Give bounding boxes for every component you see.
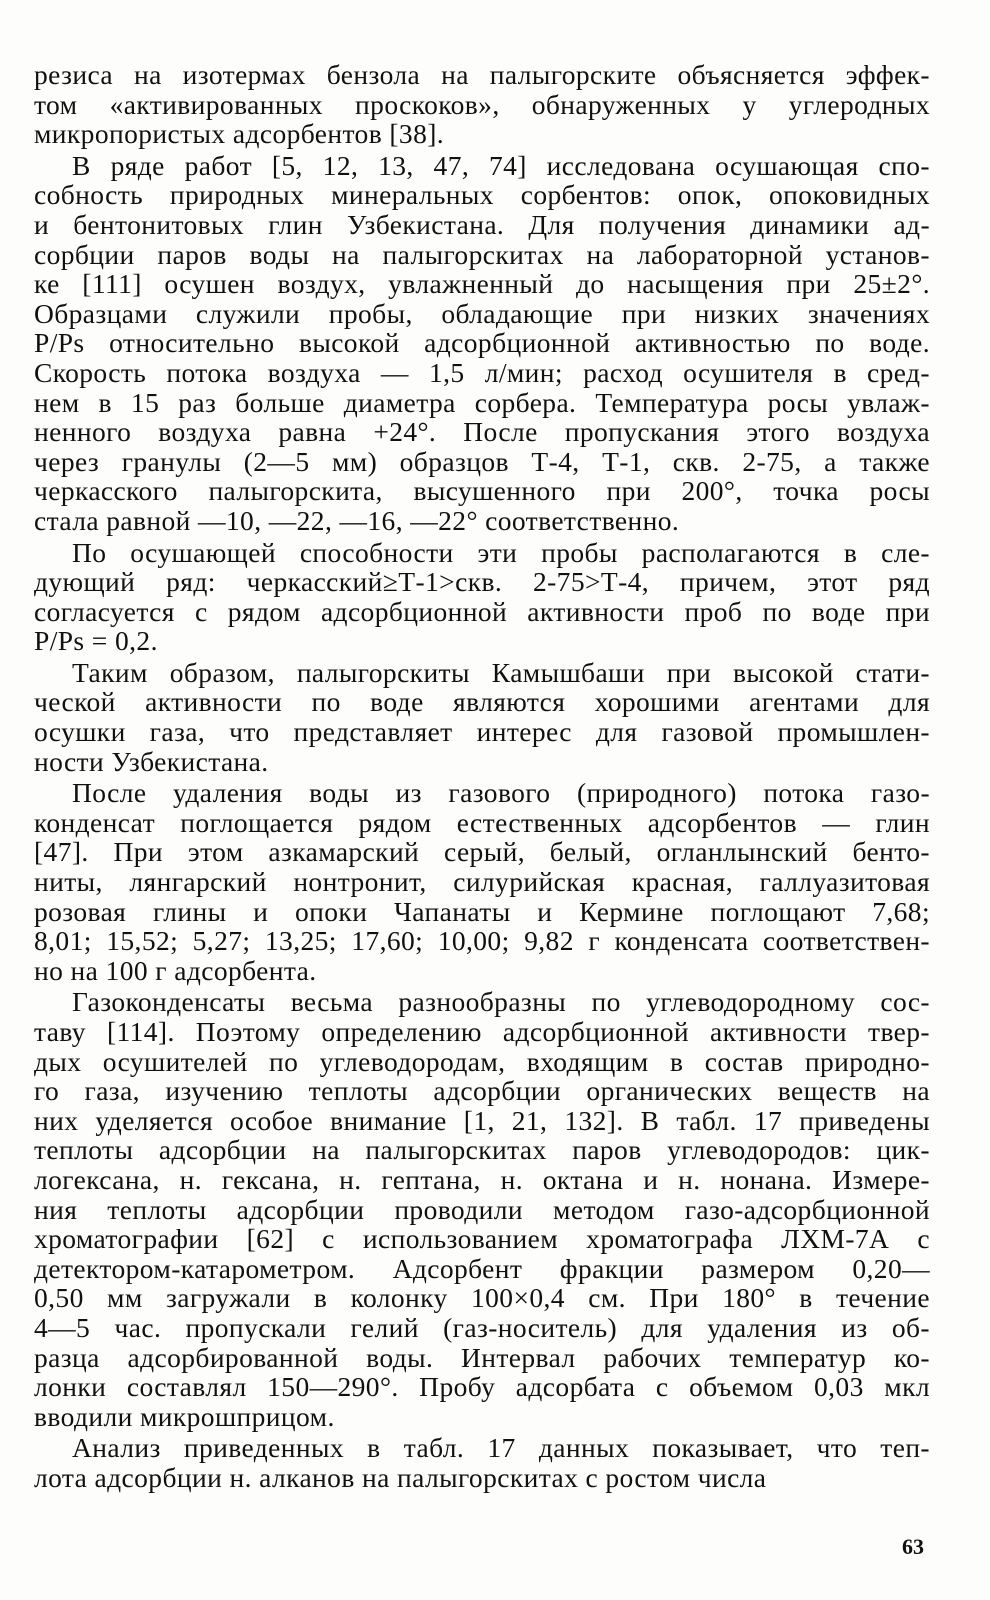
text-line: стала равной —10, —22, —16, —22° соответственно. — [34, 504, 680, 536]
text-line: детектором-катарометром. Адсорбент фракции размером 0,20— — [34, 1252, 930, 1284]
text-line: теплоты адсорбции на палыгорскитах паров углеводородов: цик- — [34, 1134, 930, 1166]
text-line: микропористых адсорбентов [38]. — [34, 118, 445, 150]
paragraph — [34, 778, 930, 985]
text-line: ниты, лянгарский нонтронит, силурийская красная, галлуазитовая — [34, 866, 930, 898]
text-line: розовая глины и опоки Чапанаты и Кермине поглощают 7,68; — [34, 895, 930, 927]
text-line: После удаления воды из газового (природного) потока газо- — [72, 777, 930, 809]
text-line: сорбции паров воды на палыгорскитах на лабораторной установ- — [34, 238, 930, 270]
text-line: По осушающей способности эти пробы располагаются в сле- — [72, 536, 930, 568]
text-line: них уделяется особое внимание [1, 21, 132]. В табл. 17 приведены — [34, 1104, 930, 1136]
paragraph — [34, 538, 930, 656]
text-line: логексана, н. гексана, н. гептана, н. октана и н. нонана. Измере- — [34, 1163, 930, 1195]
text-line: через гранулы (2—5 мм) образцов Т-4, Т-1, скв. 2-75, а также — [34, 445, 930, 477]
text-line: вводили микрошприцом. — [34, 1400, 335, 1432]
text-line: [47]. При этом азкамарский серый, белый, огланлынский бенто- — [34, 836, 930, 868]
text-line: таву [114]. Поэтому определению адсорбционной активности твер- — [34, 1016, 930, 1047]
text-line: собность природных минеральных сорбентов: опок, опоковидных — [34, 179, 930, 211]
text-line: черкасского палыгорскита, высушенного при 200°, точка росы — [34, 475, 930, 507]
text-line: P/Ps относительно высокой адсорбционной активностью по воде. — [34, 327, 930, 359]
text-line: согласуется с рядом адсорбционной активности проб по воде при — [34, 595, 930, 627]
text-line: Таким образом, палыгорскиты Камышбаши при высокой стати- — [72, 656, 930, 688]
page-body-text — [34, 60, 930, 1495]
text-line: том «активированных проскоков», обнаруженных у углеродных — [34, 88, 930, 120]
text-line: Скорость потока воздуха — 1,5 л/мин; расход осушителя в сред- — [34, 356, 930, 388]
text-line: Образцами служили пробы, обладающие при низких значениях — [34, 297, 930, 329]
text-line: В ряде работ [5, 12, 13, 47, 74] исследована осушающая спо- — [72, 149, 930, 181]
text-line: хроматографии [62] с использованием хроматографа ЛХМ-7А с — [34, 1223, 930, 1255]
paragraph — [34, 987, 930, 1431]
text-line: 0,50 мм загружали в колонку 100×0,4 см. При 180° в течение — [34, 1282, 930, 1314]
text-line: го газа, изучению теплоты адсорбции органических веществ на — [34, 1075, 930, 1107]
text-line: лота адсорбции н. алканов на палыгорскитах с ростом числа — [34, 1461, 767, 1493]
text-line: нем в 15 раз больше диаметра сорбера. Температура росы увлаж- — [34, 386, 930, 418]
text-line: резиса на изотермах бензола на палыгорските объясняется эффек- — [34, 59, 930, 90]
text-line: 8,01; 15,52; 5,27; 13,25; 17,60; 10,00; 9,82 г конденсата соответствен- — [34, 925, 930, 957]
text-line: ненного воздуха равна +24°. После пропускания этого воздуха — [34, 416, 930, 448]
text-line: Анализ приведенных в табл. 17 данных показывает, что теп- — [72, 1432, 930, 1464]
paragraph — [34, 1433, 930, 1492]
text-line: разца адсорбированной воды. Интервал рабочих температур ко- — [34, 1341, 930, 1373]
text-line: и бентонитовых глин Узбекистана. Для получения динамики ад- — [34, 208, 930, 240]
text-line: дующий ряд: черкасский≥Т-1>скв. 2-75>Т-4, причем, этот ряд — [34, 566, 930, 598]
text-line: ческой активности по воде являются хорошими агентами для — [34, 686, 930, 718]
page-number: 63 — [902, 1534, 924, 1559]
text-line: лонки составлял 150—290°. Пробу адсорбата с объемом 0,03 мкл — [34, 1371, 930, 1403]
paragraph — [34, 151, 930, 536]
text-line: ке [111] осушен воздух, увлажненный до насыщения при 25±2°. — [34, 268, 930, 300]
text-line: ния теплоты адсорбции проводили методом газо-адсорбционной — [34, 1193, 930, 1225]
text-line: конденсат поглощается рядом естественных адсорбентов — глин — [34, 806, 930, 838]
text-line: осушки газа, что представляет интерес для газовой промышлен- — [34, 716, 930, 748]
paragraph — [34, 658, 930, 776]
text-line: дых осушителей по углеводородам, входящим в состав природно- — [34, 1045, 930, 1077]
text-line: но на 100 г адсорбента. — [34, 954, 317, 986]
text-line: Газоконденсаты весьма разнообразны по углеводородному сос- — [72, 986, 930, 1018]
text-line: ности Узбекистана. — [34, 745, 269, 777]
paragraph — [34, 60, 930, 149]
text-line: 4—5 час. пропускали гелий (газ-носитель) для удаления из об- — [34, 1311, 930, 1343]
text-line: P/Ps = 0,2. — [34, 625, 158, 657]
